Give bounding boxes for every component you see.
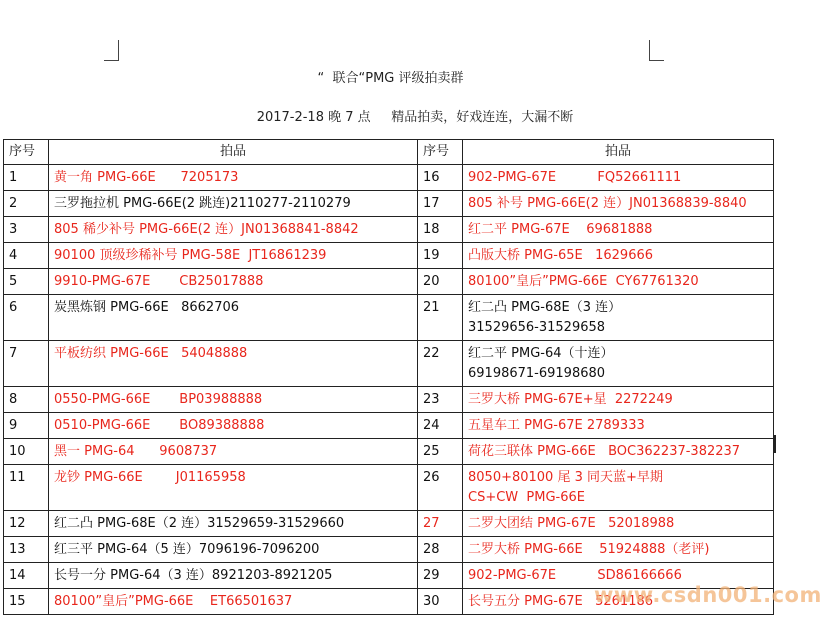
item-cell-left	[49, 439, 418, 465]
item-text-line: 红二平 PMG-67E 69681888	[468, 222, 653, 237]
table-row	[4, 217, 774, 243]
seq-cell-left: 14	[4, 563, 49, 589]
seq-cell-left: 13	[4, 537, 49, 563]
item-text-line: 炭黑炼钢 PMG-66E 8662706	[54, 300, 240, 315]
table-row	[4, 387, 774, 413]
item-cell-left	[49, 465, 418, 511]
item-cell-right	[463, 413, 774, 439]
item-cell-left	[49, 243, 418, 269]
item-text-line: 龙钞 PMG-66E J01165958	[54, 470, 246, 485]
table-row	[4, 165, 774, 191]
table-row	[4, 295, 774, 341]
column-header-seq-right: 序号	[418, 140, 463, 165]
table-row	[4, 413, 774, 439]
table-row	[4, 439, 774, 465]
item-cell-left	[49, 589, 418, 615]
table-header-row	[4, 140, 774, 165]
item-text-line: 长号一分 PMG-64（3 连）8921203-8921205	[54, 568, 333, 583]
seq-cell-right: 21	[418, 295, 463, 341]
item-text-line: 三罗大桥 PMG-67E+星 2272249	[468, 392, 673, 407]
seq-cell-right: 17	[418, 191, 463, 217]
table-row	[4, 537, 774, 563]
item-cell-right	[463, 269, 774, 295]
seq-cell-left: 7	[4, 341, 49, 387]
page-corner-mark-right	[649, 40, 664, 61]
item-text-line: 0510-PMG-66E BO89388888	[54, 418, 265, 433]
item-text-line: 五星车工 PMG-67E 2789333	[468, 418, 645, 433]
seq-cell-left: 10	[4, 439, 49, 465]
item-text-line: 平板纺织 PMG-66E 54048888	[54, 346, 248, 361]
table-row	[4, 511, 774, 537]
item-text-line: 三罗拖拉机 PMG-66E(2 跳连)2110277-2110279	[54, 196, 351, 211]
item-cell-right	[463, 191, 774, 217]
item-text-line: 红二平 PMG-64（十连）	[468, 346, 614, 361]
seq-cell-left: 15	[4, 589, 49, 615]
item-text-line: 红三平 PMG-64（5 连）7096196-7096200	[54, 542, 320, 557]
item-text-line: CS+CW PMG-66E	[468, 490, 585, 505]
seq-cell-left: 5	[4, 269, 49, 295]
item-cell-right	[463, 439, 774, 465]
table-row	[4, 191, 774, 217]
item-text-line: 8050+80100 尾 3 同天蓝+早期	[468, 470, 663, 485]
item-text-line: 805 补号 PMG-66E(2 连）JN01368839-8840	[468, 196, 747, 211]
seq-cell-right: 28	[418, 537, 463, 563]
item-cell-left	[49, 217, 418, 243]
seq-cell-left: 6	[4, 295, 49, 341]
seq-cell-right: 20	[418, 269, 463, 295]
table-row	[4, 243, 774, 269]
site-watermark: www.csdn001.com	[594, 583, 822, 607]
seq-cell-left: 9	[4, 413, 49, 439]
item-cell-left	[49, 191, 418, 217]
seq-cell-right: 26	[418, 465, 463, 511]
item-text-line: 黄一角 PMG-66E 7205173	[54, 170, 239, 185]
item-text-line: 31529656-31529658	[468, 320, 606, 335]
table-row	[4, 341, 774, 387]
seq-cell-right: 18	[418, 217, 463, 243]
text-cursor	[774, 435, 776, 453]
column-header-item-left: 拍品	[49, 140, 418, 165]
item-cell-left	[49, 269, 418, 295]
seq-cell-right: 25	[418, 439, 463, 465]
seq-cell-right: 30	[418, 589, 463, 615]
seq-cell-left: 11	[4, 465, 49, 511]
item-text-line: 80100”皇后”PMG-66E CY67761320	[468, 274, 699, 289]
item-cell-right	[463, 243, 774, 269]
item-cell-right	[463, 165, 774, 191]
item-cell-left	[49, 295, 418, 341]
seq-cell-right: 24	[418, 413, 463, 439]
seq-cell-right: 16	[418, 165, 463, 191]
table-row	[4, 269, 774, 295]
auction-table	[3, 139, 774, 615]
item-cell-left	[49, 537, 418, 563]
item-cell-left	[49, 413, 418, 439]
seq-cell-right: 19	[418, 243, 463, 269]
item-cell-left	[49, 563, 418, 589]
item-text-line: 长号五分 PMG-67E 5261186	[468, 594, 654, 609]
item-text-line: 69198671-69198680	[468, 366, 606, 381]
seq-cell-left: 3	[4, 217, 49, 243]
item-cell-right	[463, 341, 774, 387]
item-cell-left	[49, 511, 418, 537]
seq-cell-right: 22	[418, 341, 463, 387]
item-text-line: 荷花三联体 PMG-66E BOC362237-382237	[468, 444, 741, 459]
item-text-line: 9910-PMG-67E CB25017888	[54, 274, 264, 289]
seq-cell-right: 27	[418, 511, 463, 537]
item-cell-left	[49, 165, 418, 191]
column-header-seq-left: 序号	[4, 140, 49, 165]
item-cell-right	[463, 537, 774, 563]
seq-cell-left: 4	[4, 243, 49, 269]
item-cell-left	[49, 341, 418, 387]
seq-cell-left: 1	[4, 165, 49, 191]
seq-cell-left: 8	[4, 387, 49, 413]
table-row	[4, 465, 774, 511]
seq-cell-right: 23	[418, 387, 463, 413]
item-text-line: 0550-PMG-66E BP03988888	[54, 392, 263, 407]
item-text-line: 80100”皇后”PMG-66E ET66501637	[54, 594, 293, 609]
item-text-line: 902-PMG-67E SD86166666	[468, 568, 682, 583]
item-text-line: 凸版大桥 PMG-65E 1629666	[468, 248, 654, 263]
item-cell-right	[463, 295, 774, 341]
item-text-line: 902-PMG-67E FQ52661111	[468, 170, 682, 185]
item-text-line: 红二凸 PMG-68E（3 连）	[468, 300, 622, 315]
document-subtitle: 2017-2-18 晚 7 点 精品拍卖，好戏连连，大漏不断	[256, 110, 574, 125]
item-cell-left	[49, 387, 418, 413]
item-text-line: 二罗大桥 PMG-66E 51924888（老评)	[468, 542, 710, 557]
item-cell-right	[463, 217, 774, 243]
item-text-line: 805 稀少补号 PMG-66E(2 连）JN01368841-8842	[54, 222, 359, 237]
item-cell-right	[463, 465, 774, 511]
document-title: “ 联合“PMG 评级拍卖群	[317, 71, 464, 86]
item-text-line: 90100 顶级珍稀补号 PMG-58E JT16861239	[54, 248, 327, 263]
seq-cell-left: 12	[4, 511, 49, 537]
column-header-item-right: 拍品	[463, 140, 774, 165]
seq-cell-right: 29	[418, 563, 463, 589]
item-cell-right	[463, 511, 774, 537]
page-corner-mark-left	[104, 40, 119, 61]
item-cell-right	[463, 387, 774, 413]
seq-cell-left: 2	[4, 191, 49, 217]
item-text-line: 红二凸 PMG-68E（2 连）31529659-31529660	[54, 516, 345, 531]
item-text-line: 黑一 PMG-64 9608737	[54, 444, 218, 459]
item-text-line: 二罗大团结 PMG-67E 52018988	[468, 516, 675, 531]
